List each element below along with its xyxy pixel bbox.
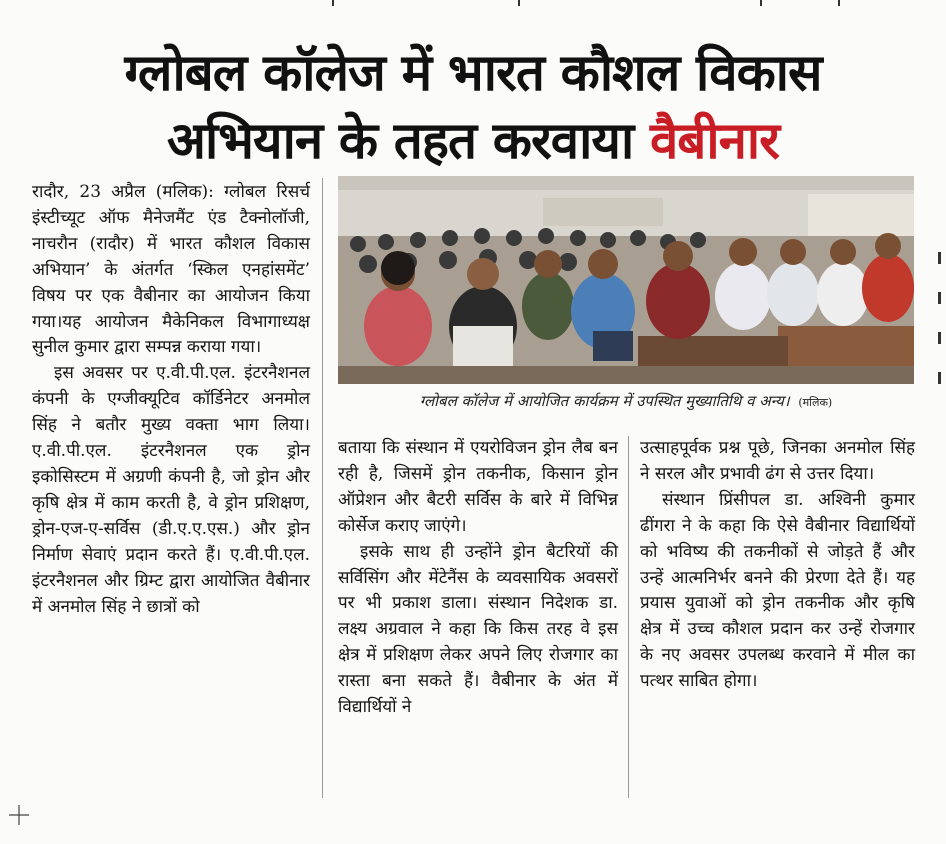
- column-divider: [322, 178, 323, 798]
- crosshair-icon[interactable]: [8, 804, 30, 826]
- paragraph: रादौर, 23 अप्रैल (मलिक): ग्लोबल रिसर्च इंस्टीच्यूट ऑफ मैनेजमैंट एंड टैक्नोलॉजी, नाचरौन (रादौर) में भारत कौशल विकास अभियान’ के अंतर्गत ‘स्किल एनहांसमेंट’ विषय पर एक वैबीनार का आयोजन किया गया।यह आयोजन मैकेनिकल विभागाध्यक्ष सुनील कुमार द्वारा सम्पन्न कराया गया।: [32, 182, 310, 358]
- adjacent-article-edge: [930, 232, 946, 432]
- paragraph: संस्थान प्रिंसीपल डा. अश्विनी कुमार ढींगरा ने के कहा कि ऐसे वैबीनार विद्यार्थियों को भविष्य की तकनीकों से जोड़ते हैं और उन्हें आत्मनिर्भर बनने की प्रेरणा देते हैं। यह प्रयास युवाओं को ड्रोन तकनीक और कृषि क्षेत्र में उच्च कौशल प्रदान कर उन्हें रोजगार के नए अवसर उपलब्ध करवाने में मील का पत्थर साबित होगा।: [640, 489, 915, 692]
- top-clipped-strip: [0, 0, 946, 10]
- paragraph: बताया कि संस्थान में एयरोविजन ड्रोन लैब बन रही है, जिसमें ड्रोन तकनीक, किसान ड्रोन ऑप्रेशन और बैटरी सर्विस के बारे में विभिन्न कोर्सेज कराए जाएंगे।: [338, 438, 618, 536]
- clipped-text-fragment: [760, 0, 762, 6]
- column-divider: [628, 436, 629, 798]
- headline-line-2: अभियान के तहत करवाया: [167, 112, 634, 171]
- headline-line-1: ग्लोबल कॉलेज में भारत कौशल विकास: [124, 44, 822, 103]
- caption-text: ग्लोबल कॉलेज में आयोजित कार्यक्रम में उपस्थित मुख्यातिथि व अन्य।: [419, 392, 790, 410]
- audience-photo-illustration: [338, 176, 914, 384]
- article-column-3: [640, 436, 915, 695]
- bottom-clipped-strip: [0, 832, 946, 844]
- article-column-1: [32, 180, 310, 620]
- clipped-text-fragment: [838, 0, 840, 6]
- paragraph: इस अवसर पर ए.वी.पी.एल. इंटरनैशनल कंपनी के एग्जीक्यूटिव कॉर्डिनेटर अनमोल सिंह ने बतौर मुख्य वक्ता भाग लिया।ए.वी.पी.एल. इंटरनैशनल एक ड्रोन इकोसिस्टम में अग्रणी कंपनी है, जो ड्रोन और कृषि क्षेत्र में काम करती है, वे ड्रोन प्रशिक्षण, ड्रोन-एज-ए-सर्विस (डी.ए.ए.एस.) और ड्रोन निर्माण सेवाएं प्रदान करते हैं। ए.वी.पी.एल. इंटरनैशनल और ग्रिम्ट द्वारा आयोजित वैबीनार में अनमोल सिंह ने छात्रों को: [32, 363, 310, 617]
- news-headline: [18, 40, 928, 176]
- clipped-text-fragment: [518, 0, 520, 6]
- photo-credit: (मलिक): [798, 396, 833, 409]
- news-photo: [338, 176, 914, 384]
- paragraph: इसके साथ ही उन्होंने ड्रोन बैटरियों की सर्विसिंग और मेंटेनैंस के व्यवसायिक अवसरों पर भी प्रकाश डाला। संस्थान निदेशक डा. लक्ष्य अग्रवाल ने कहा कि किस तरह वे इस क्षेत्र में प्रशिक्षण लेकर अपने लिए रोजगार का रास्ता बना सकते हैं। वैबीनार के अंत में विद्यार्थियों ने: [338, 541, 618, 718]
- headline-highlight: वैबीनार: [649, 112, 779, 171]
- paragraph: उत्साहपूर्वक प्रश्न पूछे, जिनका अनमोल सिंह ने सरल और प्रभावी ढंग से उत्तर दिया।: [640, 438, 915, 484]
- photo-caption: [338, 388, 914, 414]
- article-column-2: [338, 436, 618, 721]
- clipped-text-fragment: [332, 0, 334, 6]
